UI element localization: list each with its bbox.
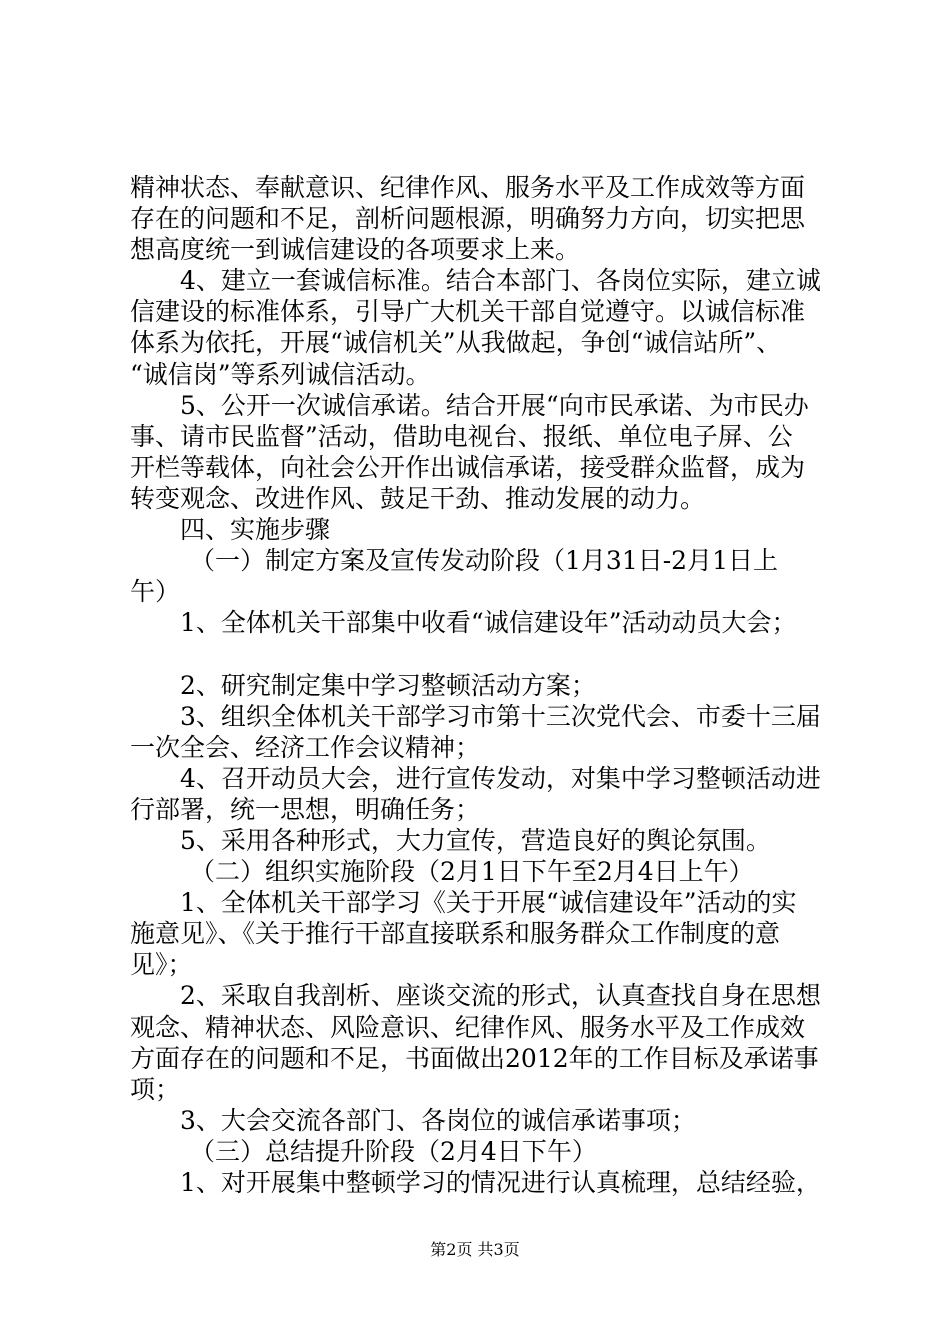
text-line: 午） (130, 577, 181, 607)
text-line: 方面存在的问题和不足，书面做出2012年的工作目标及承诺事 (130, 1043, 819, 1073)
text-line: 项； (130, 1074, 181, 1104)
subsection-heading: （一）制定方案及宣传发动阶段（1月31日-2月1日上 (190, 546, 778, 576)
text-line: 1、全体机关干部集中收看“诚信建设年”活动动员大会； (180, 608, 797, 638)
text-line: 转变观念、改进作风、鼓足干劲、推动发展的动力。 (130, 483, 706, 513)
text-line: 开栏等载体，向社会公开作出诚信承诺，接受群众监督，成为 (130, 452, 806, 482)
document-body (130, 172, 836, 1198)
text-line: 精神状态、奉献意识、纪律作风、服务水平及工作成效等方面 (130, 173, 806, 202)
text-line: 行部署，统一思想，明确任务； (130, 794, 481, 824)
text-line: 5、采用各种形式，大力宣传，营造良好的舆论氛围。 (180, 825, 771, 855)
text-line: 4、召开动员大会，进行宣传发动，对集中学习整顿活动进 (180, 763, 821, 793)
subsection-heading: （二）组织实施阶段（2月1日下午至2月4日上午） (190, 857, 754, 887)
text-line: 1、对开展集中整顿学习的情况进行认真梳理，总结经验， (180, 1168, 821, 1197)
text-line: 观念、精神状态、风险意识、纪律作风、服务水平及工作成效 (130, 1012, 806, 1042)
text-line: “诚信岗”等系列诚信活动。 (130, 359, 431, 389)
text-line: 存在的问题和不足，剖析问题根源，明确努力方向，切实把思 (130, 204, 806, 234)
text-line: 2、研究制定集中学习整顿活动方案； (180, 670, 596, 700)
text-line: 一次全会、经济工作会议精神； (130, 732, 481, 762)
text-line: 5、公开一次诚信承诺。结合开展“向市民承诺、为市民办 (180, 390, 809, 420)
text-line: 2、采取自我剖析、座谈交流的形式，认真查找自身在思想 (180, 981, 821, 1011)
section-heading: 四、实施步骤 (180, 515, 331, 545)
text-line: 事、请市民监督”活动，借助电视台、报纸、单位电子屏、公 (130, 421, 793, 451)
text-line: 3、大会交流各部门、各岗位的诚信承诺事项； (180, 1105, 696, 1135)
blank-line (130, 638, 836, 669)
text-line: 想高度统一到诚信建设的各项要求上来。 (130, 235, 581, 265)
text-line: 1、全体机关干部学习《关于开展“诚信建设年”活动的实 (180, 888, 797, 918)
text-line: 见》； (130, 950, 193, 980)
text-line: 3、组织全体机关干部学习市第十三次党代会、市委十三届 (180, 701, 821, 731)
text-line: 信建设的标准体系，引导广大机关干部自觉遵守。以诚信标准 (130, 297, 806, 327)
page-number-footer: 第2页 共3页 (430, 1240, 520, 1259)
text-line: 施意见》、《关于推行干部直接联系和服务群众工作制度的意 (130, 919, 781, 949)
text-line: 体系为依托，开展“诚信机关”从我做起，争创“诚信站所”、 (130, 328, 782, 358)
text-line: 4、建立一套诚信标准。结合本部门、各岗位实际，建立诚 (180, 266, 821, 296)
subsection-heading: （三）总结提升阶段（2月4日下午） (190, 1136, 597, 1166)
